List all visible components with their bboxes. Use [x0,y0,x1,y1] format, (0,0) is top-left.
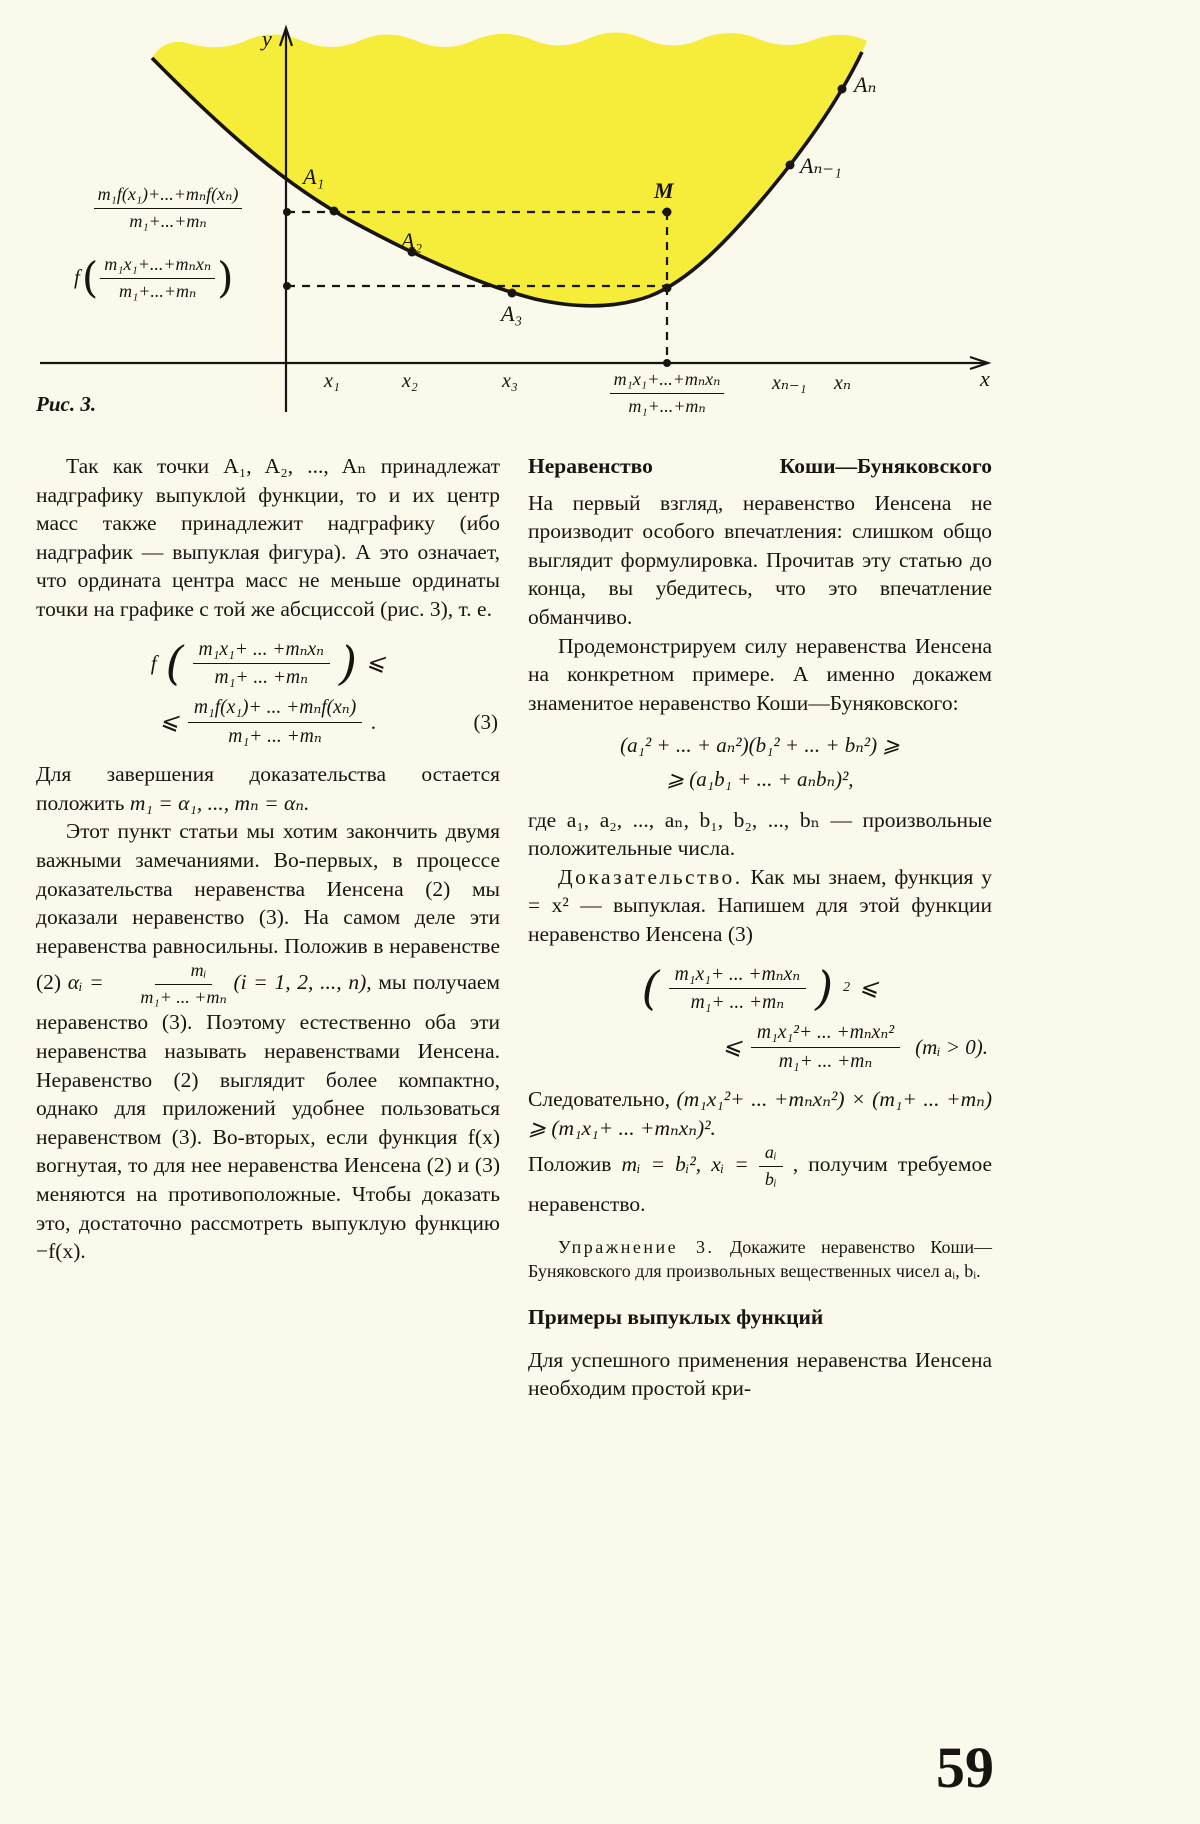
fraction-denominator: m₁+...+mₙ [129,210,207,231]
point-yaxis-upper [283,208,291,216]
paragraph-epigraph-argument: Так как точки A₁, A₂, ..., Aₙ принадлежат надграфику выпуклой функции, то и их центр масс также принадлежит надграфику (ибо надграфик — выпуклая фигура). А это означает, что ордината центра масс не меньше ординаты точки на графике с той же абсциссой (рис. 3), т. е. [36,454,500,621]
cauchy-line2: ⩾ (a₁b₁ + ... + aₙbₙ)², [666,766,854,791]
left-column [36,452,500,1403]
function-symbol: f [150,651,157,676]
leq-sign: ⩽ [859,975,879,1001]
alpha-definition-range: (i = 1, 2, ..., n), [233,970,372,995]
x-tick-label-xn: xₙ [834,372,851,394]
equation-3 [36,638,500,749]
x-tick-label-mean-x: m₁x₁+...+mₙxₙ m₁+...+mₙ [577,368,757,417]
fraction: $\frac{\text{m₁x₁+...+mₙxₙ}}{\text{m₁+...+mₙ}}$ [100,253,215,302]
superscript-two: 2 [843,980,851,996]
fraction-ai-over-bi: $\frac{\text{aᵢ}}{\text{bᵢ}}$ [759,1142,783,1190]
x-tick-label-x1: x₁ [324,370,340,392]
left-paren: ( [641,961,660,1016]
point-an1 [786,161,795,170]
paragraph-intro: На первый взгляд, неравенство Иенсена не производит особого впечатления: слишком общо выглядит формулировка. Прочитав эту статью до конца, вы убедитесь, что это впечатление обманчиво. [528,490,992,629]
x-tick-label-xn1: xₙ₋₁ [772,372,807,394]
equation-3-line2 [36,696,500,748]
fraction-weighted-x: $\frac{\text{m₁x₁+ ... +mₙxₙ}}{\text{m₁+ ... +mₙ}}$ [669,963,807,1015]
consequence-formula: (m₁x₁²+ ... +mₙxₙ²) × (m₁+ ... +mₙ) ⩾ (m₁x₁+ ... +mₙxₙ)². [528,1087,992,1140]
substitution-mi-bi: mᵢ = bᵢ², xᵢ = [621,1152,749,1177]
proof-label: Доказательство. [558,864,743,889]
right-paren: ) [339,636,357,691]
point-label-a1: A₁ [303,164,325,189]
epigraph-region [152,32,867,305]
right-paren: ) [815,961,834,1016]
point-label-an1: Aₙ₋₁ [800,153,842,178]
x-tick-label-x2: x₂ [402,370,418,392]
y-value-label-mean-of-f [56,183,280,232]
y-value-label-f-of-mean [74,253,234,302]
condition: (mᵢ > 0). [915,1034,988,1059]
jensen-squared-line1 [528,963,992,1015]
y-axis-label: y [262,26,272,51]
page-number: 59 [936,1735,994,1800]
cauchy-line1: (a₁² + ... + aₙ²)(b₁² + ... + bₙ²) ⩾ [620,733,900,758]
jensen-squared-formula [528,963,992,1074]
paragraph-where: где a₁, a₂, ..., aₙ, b₁, b₂, ..., bₙ — произвольные положительные числа. [528,807,992,861]
function-symbol: f [74,265,80,289]
paragraph-demo: Продемонстрируем силу неравенства Иенсена на конкретном примере. А именно докажем знаменитое неравенство Коши—Буняковского: [528,633,992,715]
fraction-weighted-f: $\frac{\text{m₁f(x₁)+ ... +mₙf(xₙ)}}{\text{m₁+ ... +mₙ}}$ [188,696,362,748]
cauchy-inequality-formula [528,731,992,793]
fraction-weighted-x: $\frac{\text{m₁x₁+ ... +mₙxₙ}}{\text{m₁+ ... +mₙ}}$ [193,638,331,690]
figure-3 [0,0,1200,448]
fraction-numerator: m₁f(x₁)+...+mₙf(xₙ) [94,183,243,209]
right-paren: ) [217,252,234,302]
section-heading-examples: Примеры выпуклых функций [528,1305,824,1330]
right-column [528,452,992,1403]
point-label-an: Aₙ [854,72,877,97]
paragraph-remarks: Этот пункт статьи мы хотим закончить двумя важными замечаниями. Во-первых, в процессе доказательства неравенства Иенсена (2) мы доказали неравенство (3). На самом деле эти неравенства равносильны. Положив в неравенстве (2) αᵢ = $\frac{\text{mᵢ}}{\text{m₁+ ... +mₙ}}$ (i = 1, 2, ..., n), мы получаем неравенство (3). Поэтому естественно оба эти неравенства называть неравенствами Иенсена. Неравенство (2) выглядит более компактно, однако для приложений удобнее пользоваться неравенством (3). Во-вторых, если функция f(x) вогнутая, то для нее неравенства Иенсена (2) и (3) меняются на противоположные. Чтобы доказать это, достаточно рассмотреть выпуклую функцию −f(x). [36,819,501,1264]
figure-caption: Рис. 3. [36,392,97,416]
jensen-squared-line2 [528,1021,992,1073]
left-paren: ( [165,636,184,691]
point-a1 [330,207,339,216]
section-heading-cauchy: Неравенство Коши—Буняковского [528,454,992,478]
x-tick-label-x3: x₃ [502,370,518,392]
leq-sign: ⩽ [722,1033,742,1059]
period: . [371,709,377,734]
alpha-definition-lhs: αᵢ = [67,970,104,995]
alpha-definition-fraction: $\frac{\text{mᵢ}}{\text{m₁+ ... +mₙ}}$ [140,960,227,1007]
left-paren: ( [81,252,99,302]
point-label-a2: A₂ [401,228,423,253]
paragraph-substitution: Положив mᵢ = bᵢ², xᵢ = $\frac{\text{aᵢ}}{\text{bᵢ}}$ , получим требуемое неравенство. [528,1142,993,1217]
paragraph-consequently: Следовательно, (m₁x₁²+ ... +mₙxₙ²) × (m₁+ ... +mₙ) ⩾ (m₁x₁+ ... +mₙxₙ)². [528,1087,992,1140]
point-xaxis [663,359,671,367]
exercise-label: Упражнение 3. [558,1237,715,1258]
point-on-curve-below-m [663,284,672,293]
point-a3 [508,289,517,298]
leq-sign: ⩽ [159,708,179,734]
paragraph-proof: Доказательство. Как мы знаем, функция y = x² — выпуклая. Напишем для этой функции неравенство Иенсена (3) [528,864,992,946]
exercise-3: Упражнение 3. Докажите неравенство Коши—Буняковского для произвольных вещественных чисел aᵢ, bᵢ. [528,1237,992,1282]
x-axis-label: x [980,366,990,391]
point-an [838,85,847,94]
fraction-weighted-x-squared: $\frac{\text{m₁x₁²+ ... +mₙxₙ²}}{\text{m₁+ ... +mₙ}}$ [751,1021,900,1073]
point-yaxis-lower [283,282,291,290]
point-label-m: M [654,178,674,203]
equation-number: (3) [473,709,498,734]
point-m [663,208,672,217]
substitution-formula: m₁ = α₁, ..., mₙ = αₙ. [129,790,310,815]
text-columns [36,452,992,1403]
leq-sign: ⩽ [366,650,386,676]
point-label-a3: A₃ [501,301,523,326]
equation-3-line1 [36,638,500,690]
paragraph-examples-intro: Для успешного применения неравенства Иенсена необходим простой кри- [528,1347,992,1401]
paragraph-completion: Для завершения доказательства остается положить m₁ = α₁, ..., mₙ = αₙ. [36,762,500,815]
